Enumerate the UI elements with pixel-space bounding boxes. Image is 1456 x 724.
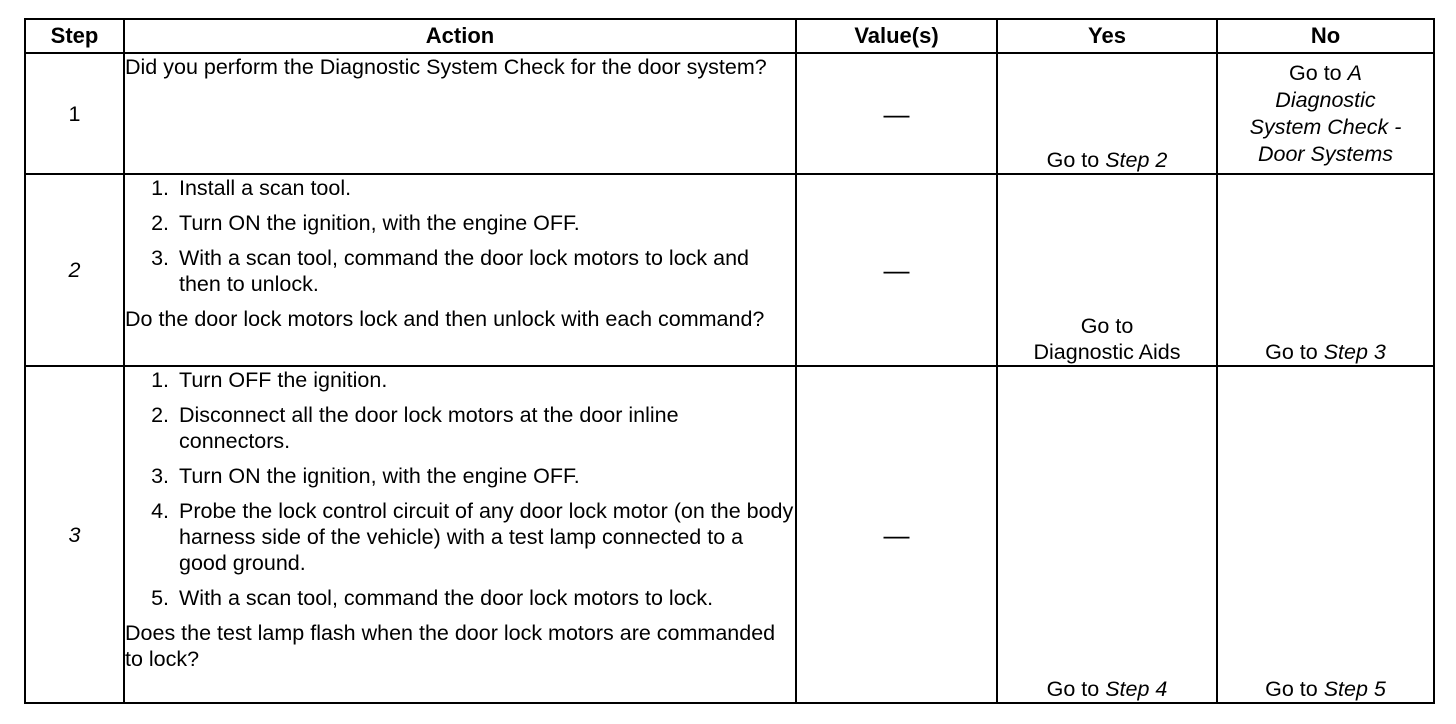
yes-prefix: Go to (1080, 314, 1134, 338)
step-number: 1 (25, 53, 124, 174)
action-item-number: 4. (151, 499, 169, 523)
no-target-link-line2[interactable]: Diagnostic (1275, 88, 1376, 112)
action-list-item (125, 210, 795, 236)
action-question: Does the test lamp flash when the door lock motors are commanded to lock? (125, 621, 776, 671)
header-row (25, 19, 1434, 53)
header-values: Value(s) (796, 19, 997, 53)
yes-cell (997, 53, 1217, 174)
action-list-item (125, 463, 795, 489)
action-item-text: Install a scan tool. (179, 176, 352, 200)
action-list-item (125, 498, 795, 576)
header-action: Action (124, 19, 796, 53)
action-cell (124, 53, 796, 174)
diagnostic-table (24, 18, 1435, 704)
value-cell: — (796, 174, 997, 366)
yes-target-link[interactable]: Diagnostic Aids (1033, 340, 1181, 364)
table-row (25, 53, 1434, 174)
action-item-text: Turn OFF the ignition. (179, 368, 388, 392)
action-item-number: 3. (151, 464, 169, 488)
no-target-link-line4[interactable]: Door Systems (1257, 142, 1393, 166)
yes-prefix: Go to (1046, 148, 1106, 172)
action-list-item (125, 245, 795, 297)
no-target-link-line1[interactable]: A (1347, 61, 1362, 85)
action-item-number: 1. (151, 176, 169, 200)
action-item-text: With a scan tool, command the door lock motors to lock. (179, 586, 714, 610)
table-row (25, 366, 1434, 703)
action-question: Do the door lock motors lock and then unlock with each command? (125, 307, 765, 331)
header-no: No (1217, 19, 1434, 53)
no-cell (1217, 174, 1434, 366)
action-list-item (125, 175, 795, 201)
no-target-link[interactable]: Step 3 (1323, 340, 1386, 364)
no-cell (1217, 53, 1434, 174)
yes-cell (997, 174, 1217, 366)
no-cell (1217, 366, 1434, 703)
yes-cell (997, 366, 1217, 703)
action-list-item (125, 585, 795, 611)
action-list (125, 367, 795, 611)
action-cell (124, 174, 796, 366)
yes-target-link[interactable]: Step 4 (1105, 677, 1168, 701)
action-item-text: Probe the lock control circuit of any door lock motor (on the body harness side of the vehicle) with a test lamp connected to a good ground. (179, 499, 794, 575)
yes-prefix: Go to (1046, 677, 1106, 701)
action-item-number: 1. (151, 368, 169, 392)
no-target-link-line3[interactable]: System Check - (1249, 115, 1402, 139)
table-row (25, 174, 1434, 366)
action-item-text: With a scan tool, command the door lock motors to lock and then to unlock. (179, 246, 750, 296)
value-cell: — (796, 366, 997, 703)
no-prefix: Go to (1289, 61, 1348, 85)
no-prefix: Go to (1265, 340, 1324, 364)
header-step: Step (25, 19, 124, 53)
no-prefix: Go to (1265, 677, 1324, 701)
action-item-text: Turn ON the ignition, with the engine OFF. (179, 211, 580, 235)
action-question: Did you perform the Diagnostic System Check for the door system? (125, 55, 767, 79)
action-item-number: 2. (151, 211, 169, 235)
action-list (125, 175, 795, 297)
action-cell (124, 366, 796, 703)
action-item-number: 2. (151, 403, 169, 427)
step-number: 2 (25, 174, 124, 366)
step-number: 3 (25, 366, 124, 703)
action-item-text: Disconnect all the door lock motors at the door inline connectors. (179, 403, 679, 453)
action-item-number: 5. (151, 586, 169, 610)
action-item-text: Turn ON the ignition, with the engine OFF. (179, 464, 580, 488)
value-cell: — (796, 53, 997, 174)
yes-target-link[interactable]: Step 2 (1105, 148, 1168, 172)
no-target-link[interactable]: Step 5 (1323, 677, 1386, 701)
action-item-number: 3. (151, 246, 169, 270)
action-list-item (125, 402, 795, 454)
action-list-item (125, 367, 795, 393)
header-yes: Yes (997, 19, 1217, 53)
